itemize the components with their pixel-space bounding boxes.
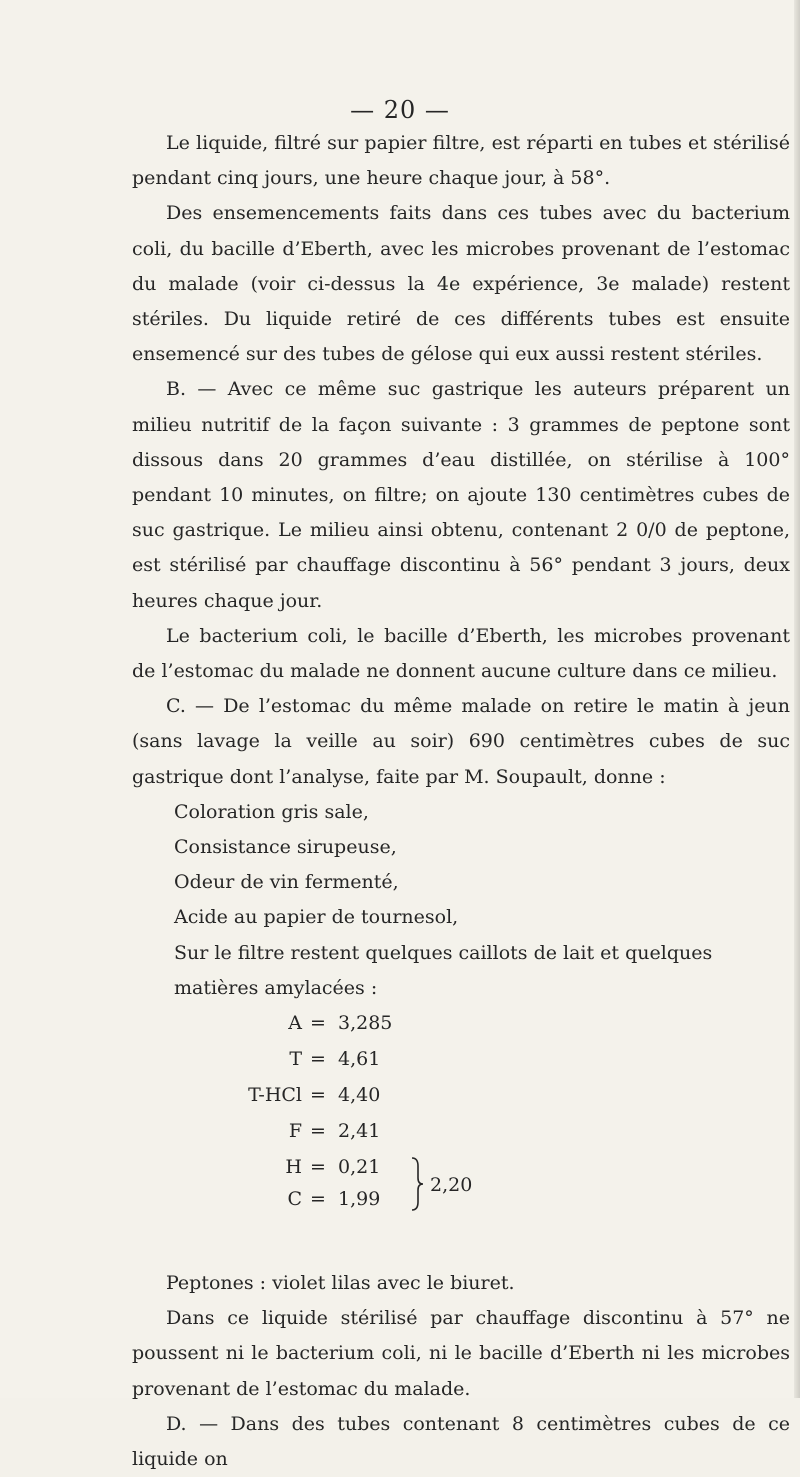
result-label: H <box>285 1156 302 1179</box>
result-value: 4,40 <box>338 1084 381 1107</box>
list-item: Coloration gris sale, <box>174 800 369 823</box>
result-equals: = <box>310 1156 326 1179</box>
paragraph-7: Dans ce liquide stérilisé par chauffage discontinu à 57° ne poussent ni le bacterium coli, ni le bacille d’Eberth ni les microbes provenant de l’estomac du malade. <box>132 1307 790 1400</box>
result-row <box>132 1006 532 1040</box>
page-number: — 20 — <box>350 96 450 124</box>
paragraph-1: Le liquide, filtré sur papier filtre, est réparti en tubes et stérilisé pendant cinq jours, une heure chaque jour, à 58°. <box>132 132 790 190</box>
result-row <box>132 1042 532 1076</box>
analysis-list <box>132 795 790 1006</box>
result-label: F <box>288 1120 302 1143</box>
list-item: Sur le filtre restent quelques caillots de lait et quelques matières amylacées : <box>174 941 713 999</box>
result-value: 0,21 <box>338 1156 381 1179</box>
list-item: Odeur de vin fermenté, <box>174 871 399 894</box>
paragraph-2: Des ensemencements faits dans ces tubes avec du bacterium coli, du bacille d’Eberth, avec les microbes provenant de l’estomac du malade (voir ci-dessus la 4e expérience, 3e malade) restent stériles. Du liquide retiré de ces différents tubes est ensuite ensemencé sur des tubes de gélose qui eux aussi restent stériles. <box>132 202 790 366</box>
result-label: C <box>287 1188 302 1211</box>
brace-sum: 2,20 <box>430 1174 473 1197</box>
list-item: Consistance sirupeuse, <box>174 836 397 859</box>
paragraph-8: D. — Dans des tubes contenant 8 centimètres cubes de ce liquide on <box>132 1412 790 1471</box>
result-value: 3,285 <box>338 1012 393 1035</box>
analysis-results <box>132 1006 790 1266</box>
document-body <box>132 126 790 1477</box>
result-value: 4,61 <box>338 1048 381 1071</box>
paragraph-5: C. — De l’estomac du même malade on retire le matin à jeun (sans lavage la veille au soir) 690 centimètres cubes de suc gastrique dont l’analyse, faite par M. Soupault, donne : <box>132 695 790 788</box>
result-row <box>132 1078 532 1112</box>
result-label: A <box>288 1012 302 1035</box>
result-value: 1,99 <box>338 1188 381 1211</box>
paragraph-4: Le bacterium coli, le bacille d’Eberth, les microbes provenant de l’estomac du malade ne donnent aucune culture dans ce milieu. <box>132 624 790 683</box>
result-equals: = <box>310 1048 326 1071</box>
paragraph-3: B. — Avec ce même suc gastrique les auteurs préparent un milieu nutritif de la façon suivante : 3 grammes de peptone sont dissous dans 20 grammes d’eau distillée, on stérilise à 100° pendant 10 minutes, on filtre; on ajoute 130 centimètres cubes de suc gastrique. Le milieu ainsi obtenu, contenant 2 0/0 de peptone, est stérilisé par chauffage discontinu à 56° pendant 3 jours, deux heures chaque jour. <box>132 378 790 612</box>
paragraph-6: Peptones : violet lilas avec le biuret. <box>166 1272 515 1295</box>
result-equals: = <box>310 1188 326 1211</box>
result-equals: = <box>310 1084 326 1107</box>
brace-icon <box>408 1156 424 1212</box>
result-label: T-HCl <box>248 1084 302 1107</box>
result-label: T <box>289 1048 302 1071</box>
result-value: 2,41 <box>338 1120 381 1143</box>
list-item: Acide au papier de tournesol, <box>174 906 459 929</box>
page-edge <box>794 0 800 1398</box>
result-row <box>132 1114 532 1148</box>
result-equals: = <box>310 1012 326 1035</box>
result-equals: = <box>310 1120 326 1143</box>
